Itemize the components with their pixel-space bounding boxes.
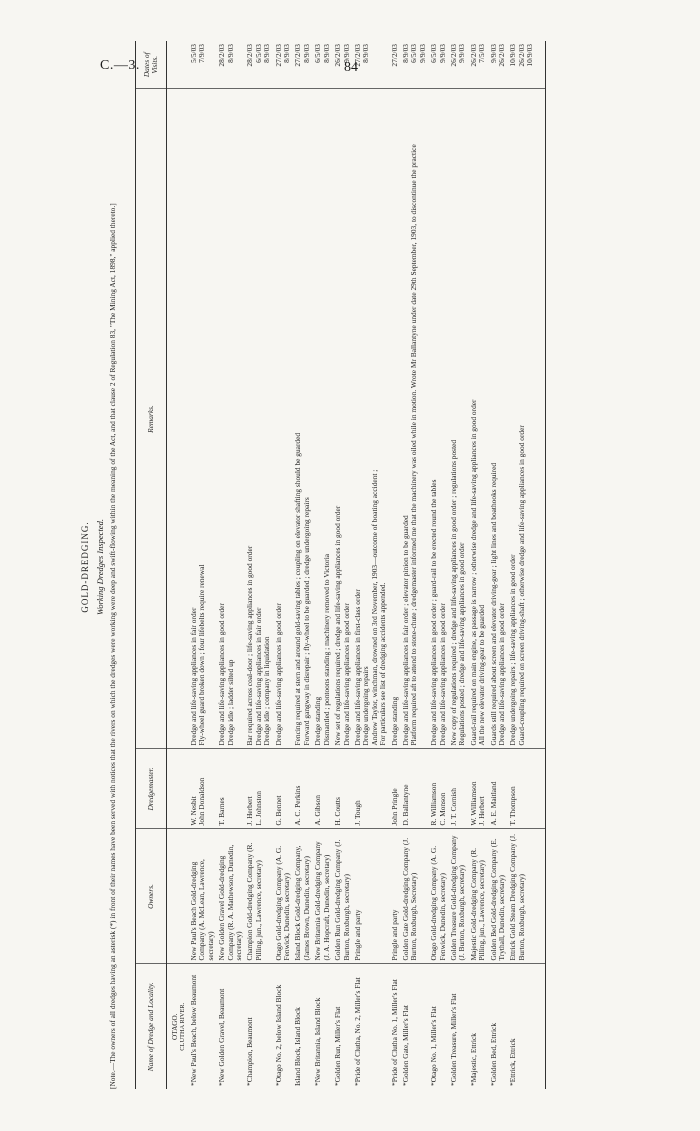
remarks-cell <box>187 89 215 749</box>
col-header-remarks: Remarks. <box>136 89 167 749</box>
remark-line: Dredge and life-saving appliances in good order <box>437 603 447 746</box>
dates-cell <box>506 41 534 89</box>
visit-date: 27/2/03 <box>273 44 283 67</box>
visit-date: 8/9/03 <box>225 44 235 63</box>
table-row <box>243 41 271 1089</box>
dredge-name-cell: *Pride of Clutha No. 1, Miller's Flat <box>389 979 399 1086</box>
remark-line: Dismantled ; pontoons standing ; machinery removed to Victoria <box>321 553 331 746</box>
dates-cell <box>388 41 399 89</box>
remarks-cell <box>447 89 467 749</box>
dates-cell <box>399 41 427 89</box>
visit-date: 8/9/03 <box>361 44 371 63</box>
visit-date: 27/2/03 <box>352 44 362 67</box>
remark-line: Dredge and life-saving appliances in good order <box>497 603 506 746</box>
remark-line: Guard-coupling required on screen driving-shaft ; otherwise dredge and life-saving appliances in good order <box>516 425 526 746</box>
remarks-cell <box>291 89 311 749</box>
remark-line: New set of regulations required ; dredge and life-saving appliances in good order <box>333 505 343 746</box>
table-row <box>506 41 534 1089</box>
remark-line: Dredge and life-saving appliances in fair order ; elevator pinion to be guarded <box>400 515 410 746</box>
remark-line: Regulations posted ; dredge and life-saving appliances in good order <box>457 542 467 746</box>
owners-cell: Golden Run Gold-dredging Company (J. Burton, Roxburgh, secretary) <box>331 829 351 964</box>
visit-date: 26/2/03 <box>448 44 458 67</box>
owners-cell: Pringle and party <box>351 829 388 964</box>
owners-cell: Otago Gold-dredging Company (A. G. Fenwick, Dunedin, secretary) <box>272 829 292 964</box>
dredgemaster-cell: A. E. Maitland <box>487 749 507 829</box>
remarks-cell <box>215 89 243 749</box>
visit-date: 7/9/03 <box>197 44 207 63</box>
visit-date: 8/9/03 <box>301 44 311 63</box>
dates-cell <box>272 41 292 89</box>
col-header-owners: Owners. <box>136 829 167 964</box>
remarks-cell <box>427 89 447 749</box>
dates-cell <box>487 41 507 89</box>
dredge-name-cell: *Ettrick, Ettrick <box>508 1038 518 1086</box>
remarks-cell <box>506 89 534 749</box>
dredge-name-cell: *New Britannia, Island Block <box>313 997 323 1086</box>
table-row <box>272 41 292 1089</box>
visit-date: 8/9/03 <box>321 44 331 63</box>
document-code: C.—3. <box>100 58 140 73</box>
col-header-dates: Dates of Visits. <box>136 41 167 89</box>
owners-cell: Golden Gate Gold-dredging Company (J. Burton, Roxburgh, Secretary) <box>399 829 427 964</box>
remarks-cell <box>243 89 271 749</box>
remark-line: Platform required aft to attend to stone-chute ; dredgemaster informed me that the machinery was oiled while in motion. Wrote Mr Ballantyne under date 29th September, 1903, to discontinue the practice <box>409 144 419 746</box>
owners-cell: Golden Bed Gold-dredging Company (E. Trythall, Dunedin, secretary) <box>487 829 507 964</box>
table-header-row <box>136 41 167 1089</box>
visit-date: 26/2/03 <box>333 44 343 67</box>
dates-cell <box>215 41 243 89</box>
visit-date: 8/9/03 <box>262 44 272 63</box>
table-row <box>467 41 487 1089</box>
note-text: [Note.—The owners of all dredges having an asterisk (*) in front of their names have been served with notices that the rivers on which the dredges were working were deep and swift-flowing within the meaning of the Act, and that clause 2 of Regulation 83, "The Mining Act, 1898," applied thereto.] <box>108 203 117 1089</box>
visit-date: 28/2/03 <box>217 44 227 67</box>
visit-date: 9/9/03 <box>341 44 351 63</box>
dates-cell <box>331 41 351 89</box>
owners-cell: Ettrick Gold Steam Dredging Company (J. Burton, Roxburgh, secretary) <box>506 829 534 964</box>
dates-cell <box>447 41 467 89</box>
dates-cell <box>427 41 447 89</box>
owners-cell: Golden Treasure Gold-dredging Company (J. Burton, Roxburgh, secretary) <box>447 829 467 964</box>
remark-line: Dredge standing <box>313 696 323 746</box>
table-row <box>331 41 351 1089</box>
visit-date: 26/2/03 <box>516 44 526 67</box>
table-row <box>351 41 388 1089</box>
remark-line: Dredge and life-saving appliances in good order ; guard-rail to be erected round the tables <box>429 479 439 746</box>
visit-date: 9/9/03 <box>457 44 467 63</box>
visit-date: 10/9/03 <box>508 44 518 67</box>
remark-line: Guards still required about screen and elevator driving-gear ; light lines and boathooks required <box>488 462 498 746</box>
dredgemaster-cell: G. Bennet <box>272 749 292 829</box>
remarks-cell <box>351 89 388 749</box>
visit-date: 9/9/03 <box>437 44 447 63</box>
dates-cell <box>291 41 311 89</box>
remark-line: All the new elevator driving-gear to be guarded <box>477 604 487 746</box>
table-body <box>167 41 546 1089</box>
dredgemaster-cell: J. Herbert L. Johnston <box>243 749 271 829</box>
dredge-name-cell: *Golden Treasure, Miller's Flat <box>448 993 458 1086</box>
dredge-name-cell: *Champion, Beaumont <box>245 1017 255 1086</box>
dredge-name-cell: *Pride of Clutha, No. 2, Miller's Flat <box>352 977 362 1086</box>
visit-date: 27/2/03 <box>389 44 399 67</box>
table-bottom-rule <box>535 41 546 1089</box>
remarks-cell <box>331 89 351 749</box>
dredges-table <box>135 41 546 1089</box>
dredgemaster-cell: R. Williamson C. Monson <box>427 749 447 829</box>
dredge-name-cell: *Otago No. 2, below Island Block <box>273 984 283 1086</box>
visit-date: 6/5/03 <box>429 44 439 63</box>
remark-line: Dredge undergoing repairs <box>361 666 371 746</box>
visit-date: 6/5/03 <box>313 44 323 63</box>
remark-line: New copy of regulations required ; dredge and life-saving appliances in good order ; regulations posted <box>448 439 458 746</box>
table-row <box>187 41 215 1089</box>
owners-cell: New Golden Gravel Gold-dredging Company (R. A. Mathewson, Dunedin, secretary) <box>215 829 243 964</box>
dates-cell <box>243 41 271 89</box>
dredge-name-cell: *Golden Gate, Miller's Flat <box>400 1005 410 1086</box>
dates-cell <box>187 41 215 89</box>
remarks-cell <box>399 89 427 749</box>
dredgemaster-cell: T. Thompson <box>506 749 534 829</box>
visit-date: 9/9/03 <box>488 44 498 63</box>
remark-line: Bar required across coal-door ; life-saving appliances in good order <box>245 545 255 746</box>
table-row <box>487 41 507 1089</box>
visit-date: 10/9/03 <box>525 44 535 67</box>
remark-line: Fencing required at stern and around gold-saving tables ; coupling on elevator shafting should be guarded <box>293 432 303 746</box>
owners-cell: Otago Gold-dredging Company (A. G. Fenwick, Dunedin, secretary) <box>427 829 447 964</box>
table-row <box>388 41 399 1089</box>
district-heading: OTAGO. <box>171 1013 179 1040</box>
visit-date: 26/2/03 <box>497 44 506 67</box>
table-row <box>427 41 447 1089</box>
section-heading-row <box>167 41 188 1089</box>
owners-cell: New Britannia Gold-dredging Company (J. A. Hopcraft, Dunedin, secretary) <box>311 829 331 964</box>
dredgemaster-cell: T. Barnes <box>215 749 243 829</box>
visit-date: 27/2/03 <box>293 44 303 67</box>
visit-date: 6/5/03 <box>409 44 419 63</box>
remark-line: Dredge undergoing repairs ; life-saving appliances in good order <box>508 554 518 746</box>
remark-line: Dredge and life-saving appliances in good order <box>341 603 351 746</box>
dredgemaster-cell: H. Coutts <box>331 749 351 829</box>
visit-date: 8/9/03 <box>400 44 410 63</box>
visit-date: 8/9/03 <box>282 44 292 63</box>
remark-line: Andrew Taylor, winchman, drowned on 3rd November, 1903—outcome of boating accident ; <box>369 469 379 746</box>
dredgemaster-cell: W. Nesbit John Donaldson <box>187 749 215 829</box>
dredge-name-cell: *Golden Bed, Ettrick <box>488 1022 498 1086</box>
visit-date: 28/2/03 <box>245 44 255 67</box>
dredge-name-cell: *New Golden Gravel, Beaumont <box>217 988 227 1086</box>
remark-line: Dredge idle ; company in liquidation <box>262 636 272 746</box>
dredgemaster-cell: A. Gibson <box>311 749 331 829</box>
table-row <box>291 41 311 1089</box>
river-heading: CLUTHA RIVER. <box>179 1002 186 1051</box>
dredgemaster-cell: A. C. Perkins <box>291 749 311 829</box>
remark-line: Dredge and life-saving appliances in first-class order <box>352 589 362 746</box>
dredge-name-cell: *Otago No. 1, Miller's Flat <box>429 1006 439 1086</box>
dredgemaster-cell: W. Williamson J. Herbert <box>467 749 487 829</box>
remark-line: Dredge and life-saving appliances in fair order <box>253 607 263 746</box>
dredge-name-cell: *Majestic, Ettrick <box>468 1033 478 1086</box>
remark-line: Dredge and life-saving appliances in good order <box>217 603 227 746</box>
dredge-name-cell: *Golden Run, Miller's Flat <box>333 1006 343 1086</box>
table-row <box>215 41 243 1089</box>
dates-cell <box>311 41 331 89</box>
dredge-name-cell: Island Block, Island Block <box>293 1007 303 1086</box>
remark-line: Dredge standing <box>389 696 399 746</box>
dredgemaster-cell: J. Tough <box>351 749 388 829</box>
remark-line: Dredge idle ; ladder silted up <box>225 659 235 746</box>
col-header-dredgemaster: Dredgemaster. <box>136 749 167 829</box>
dates-cell <box>467 41 487 89</box>
dredgemaster-cell: John Pringle <box>388 749 399 829</box>
remark-line: Guard-rail required on main engine, as passage is narrow ; otherwise dredge and life-saving appliances in good order <box>468 399 478 746</box>
page-title: GOLD-DREDGING. <box>80 521 90 613</box>
remarks-cell <box>272 89 292 749</box>
owners-cell: Island Block Gold-dredging Company, (James Brown, Dunedin, secretary) <box>291 829 311 964</box>
remark-line: Dredge and life-saving appliances in good order <box>273 603 283 746</box>
remarks-cell <box>467 89 487 749</box>
visit-date: 26/2/03 <box>468 44 478 67</box>
remarks-cell <box>311 89 331 749</box>
remark-line: Forward gangway in disrepair ; fly-wheel to be guarded ; dredge undergoing repairs <box>301 497 311 746</box>
visit-date: 5/5/03 <box>189 44 198 63</box>
dredgemaster-cell: J. T. Cornish <box>447 749 467 829</box>
visit-date: 9/9/03 <box>417 44 427 63</box>
visit-date: 7/5/03 <box>477 44 487 63</box>
remark-line: For particulars see list of dredging accidents appended. <box>378 582 388 746</box>
table-row <box>399 41 427 1089</box>
owners-cell: Champion Gold-dredging Company (R. Pilling, jun., Lawrence, secretary) <box>243 829 271 964</box>
visit-date: 6/5/03 <box>253 44 263 63</box>
page-subtitle: Working Dredges Inspected. <box>95 519 105 615</box>
dredge-name-cell: *New Paul's Beach, below Beaumont <box>189 974 198 1086</box>
remark-line: Dredge and life-saving appliances in fair order <box>189 607 198 746</box>
remarks-cell <box>388 89 399 749</box>
dates-cell <box>351 41 388 89</box>
remarks-cell <box>487 89 507 749</box>
page-number: 84 <box>344 60 358 75</box>
owners-cell: Majestic Gold-dredging Company (R. Pilling, jun., Lawrence, secretary) <box>467 829 487 964</box>
col-header-name: Name of Dredge and Locality. <box>136 964 167 1089</box>
dredgemaster-cell: D. Ballantyne <box>399 749 427 829</box>
remark-line: Fly-wheel guard broken down ; four lifebelts require renewal <box>197 564 207 746</box>
owners-cell: Pringle and party <box>388 829 399 964</box>
table-row <box>311 41 331 1089</box>
table-row <box>447 41 467 1089</box>
rotated-table-page <box>75 37 675 1097</box>
owners-cell: New Paul's Beach Gold-dredging Company (A. McLean, Lawrence, secretary) <box>187 829 215 964</box>
